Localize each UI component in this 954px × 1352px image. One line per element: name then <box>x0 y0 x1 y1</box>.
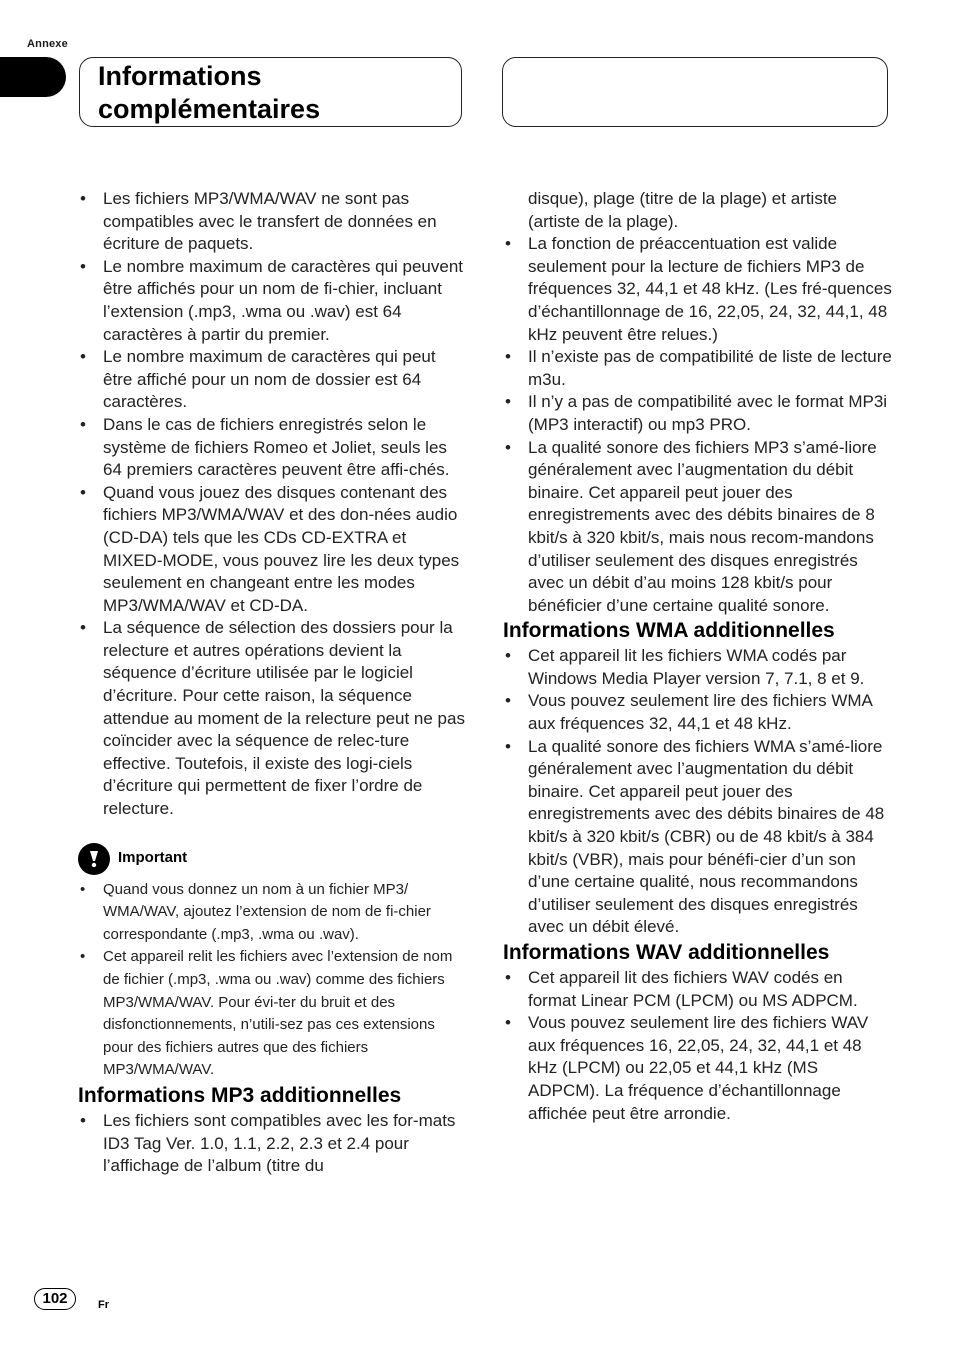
page-title-line2: complémentaires <box>98 94 321 124</box>
list-item: • Les fichiers sont compatibles avec les for-mats ID3 Tag Ver. 1.0, 1.1, 2.2, 2.3 et 2.4 pour l’affichage de l’album (titre du <box>78 1110 468 1178</box>
list-item: • Le nombre maximum de caractères qui peut être affiché pour un nom de dossier est 64 caractères. <box>78 346 468 414</box>
list-item: • Il n’existe pas de compatibilité de liste de lecture m3u. <box>503 346 893 391</box>
wav-list <box>503 967 893 1125</box>
header-empty-box <box>502 57 888 127</box>
left-column <box>78 188 468 1178</box>
list-item: • Vous pouvez seulement lire des fichiers WMA aux fréquences 32, 44,1 et 48 kHz. <box>503 690 893 735</box>
important-icon <box>78 843 110 875</box>
important-label: Important <box>118 849 188 867</box>
mp3-list <box>503 233 893 617</box>
list-item: • La qualité sonore des fichiers MP3 s’amé-liore généralement avec l’augmentation du débit binaire. Cet appareil peut jouer des enregistrements avec des débits binaires de 8 kbit/s à 320 kbit/s, mais nous recom-mandons d’utiliser seulement des disques enregistrés avec un débit d’au moins 128 kbit/s pour bénéficier d’une certaine qualité sonore. <box>503 437 893 618</box>
title-box <box>79 57 462 127</box>
wav-heading: Informations WAV additionnelles <box>503 941 830 964</box>
page-title <box>98 60 320 126</box>
section-label: Annexe <box>27 38 68 50</box>
list-item: • Le nombre maximum de caractères qui peuvent être affichés pour un nom de fi-chier, incluant l’extension (.mp3, .wma ou .wav) est 64 caractères à partir du premier. <box>78 256 468 346</box>
list-item: • Il n’y a pas de compatibilité avec le format MP3i (MP3 interactif) ou mp3 PRO. <box>503 391 893 436</box>
list-item: • Cet appareil lit les fichiers WMA codés par Windows Media Player version 7, 7.1, 8 et 9. <box>503 645 893 690</box>
mp3-bullet-continuation: disque), plage (titre de la plage) et artiste (artiste de la plage). <box>528 189 838 231</box>
list-item: • La séquence de sélection des dossiers pour la relecture et autres opérations devient la séquence d’écriture utilisée par le logiciel d’écriture. Pour cette raison, la séquence attendue au moment de la relecture peut ne pas coïncider avec la séquence de relec-ture effective. Toutefois, il existe des logi-ciels d’écriture qui permettent de fixer l’ordre de relecture. <box>78 617 468 820</box>
important-block <box>78 842 468 1082</box>
list-item: • La qualité sonore des fichiers WMA s’amé-liore généralement avec l’augmentation du débit binaire. Cet appareil peut jouer des enregistrements avec des débits binaires de 48 kbit/s à 320 kbit/s (CBR) ou de 48 kbit/s à 384 kbit/s (VBR), mais pour bénéfi-cier d’un son d’une certaine qualité, nous recommandons d’utiliser seulement des disques enregistrés avec un débit élevé. <box>503 736 893 939</box>
section-tab-marker <box>0 57 66 97</box>
list-item: • Cet appareil lit des fichiers WAV codés en format Linear PCM (LPCM) ou MS ADPCM. <box>503 967 893 1012</box>
list-item: • Les fichiers MP3/WMA/WAV ne sont pas compatibles avec le transfert de données en écriture de paquets. <box>78 188 468 256</box>
list-item: • Vous pouvez seulement lire des fichiers WAV aux fréquences 16, 22,05, 24, 32, 44,1 et 48 kHz (LPCM) ou 22,05 et 44,1 kHz (MS ADPCM). La fréquence d’échantillonnage affichée peut être arrondie. <box>503 1012 893 1125</box>
list-item: • Quand vous donnez un nom à un fichier MP3/ WMA/WAV, ajoutez l’extension de nom de fi-chier correspondante (.mp3, .wma ou .wav). <box>78 879 468 947</box>
mp3-heading: Informations MP3 additionnelles <box>78 1083 402 1107</box>
list-item: • La fonction de préaccentuation est valide seulement pour la lecture de fichiers MP3 de fréquences 32, 44,1 et 48 kHz. (Les fré-quences d’échantillonnage de 16, 22,05, 24, 32, 44,1, 48 kHz peuvent être relues.) <box>503 233 893 346</box>
list-item: • Dans le cas de fichiers enregistrés selon le système de fichiers Romeo et Joliet, seuls les 64 premiers caractères peuvent être affi-chés. <box>78 414 468 482</box>
general-notes-list <box>78 188 468 821</box>
wma-heading: Informations WMA additionnelles <box>503 619 835 643</box>
important-list <box>78 879 468 1082</box>
language-code: Fr <box>98 1299 109 1311</box>
mp3-list-start <box>78 1110 468 1178</box>
important-header <box>78 842 468 876</box>
wma-list <box>503 645 893 939</box>
right-column <box>503 188 893 1125</box>
list-item: • Cet appareil relit les fichiers avec l’extension de nom de fichier (.mp3, .wma ou .wav) comme des fichiers MP3/WMA/WAV. Pour évi-ter du bruit et des disfonctionnements, n’utili-sez pas ces extensions pour des fichiers autres que des fichiers MP3/WMA/WAV. <box>78 946 468 1082</box>
list-item: • Quand vous jouez des disques contenant des fichiers MP3/WMA/WAV et des don-nées audio (CD-DA) tels que les CDs CD-EXTRA et MIXED-MODE, vous pouvez lire les deux types seulement en changeant entre les modes MP3/WMA/WAV et CD-DA. <box>78 482 468 618</box>
page-title-line1: Informations <box>98 61 262 91</box>
page-number: 102 <box>34 1288 76 1310</box>
